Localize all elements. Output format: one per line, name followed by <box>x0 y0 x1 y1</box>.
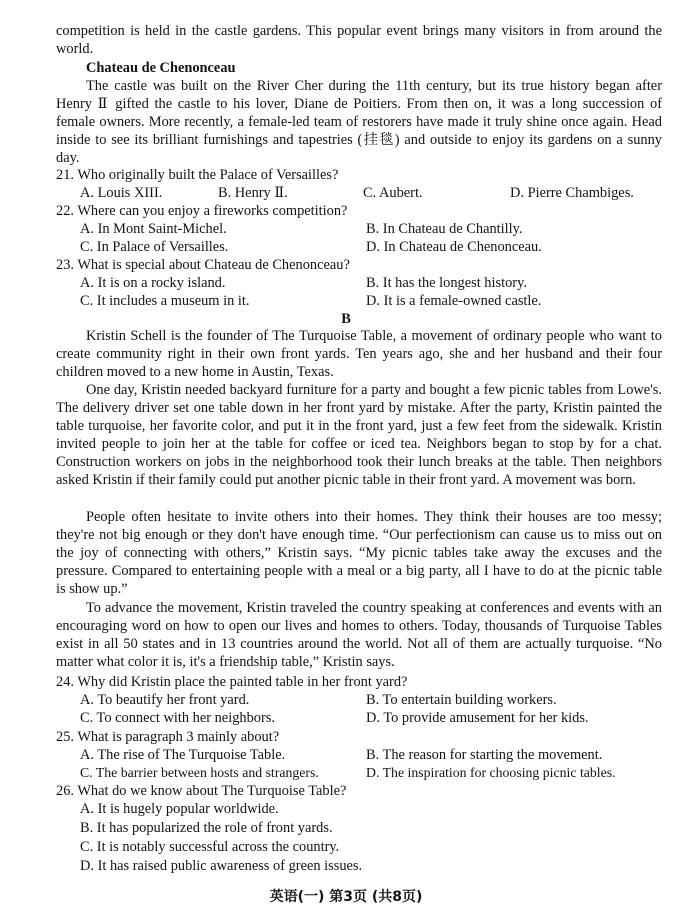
option-a[interactable]: A. It is hugely popular worldwide. <box>80 801 279 817</box>
option-b[interactable]: B. Henry Ⅱ. <box>218 185 288 201</box>
option-b[interactable]: B. In Chateau de Chantilly. <box>366 221 523 237</box>
option-a[interactable]: A. The rise of The Turquoise Table. <box>80 747 286 763</box>
option-a[interactable]: A. Louis XIII. <box>80 185 163 201</box>
passage-b-paragraph-3: People often hesitate to invite others into their homes. They think their houses are too messy; they're not big enough or they don't have enough time. “Our perfectionism can cause us to miss out on the joy of connecting with others,” Kristin says. “My picnic tables take away the excuses and the pressure. Compared to entertaining people with a meal or a big party, all I have to do at the picnic table is show up.” <box>56 509 662 598</box>
question-stem: 23. What is special about Chateau de Chenonceau? <box>56 257 350 273</box>
passage-a-paragraph: The castle was built on the River Cher during the 11th century, but its true history began after Henry Ⅱ gifted the castle to his lover, Diane de Poitiers. From then on, it was a long succession of female owners. More recently, a female-led team of restorers have made it truly shine once again. Head inside to see its brilliant furnishings and tapestries (挂毯) and outside to enjoy its gardens on a sunny day. <box>56 78 662 167</box>
question-stem: 25. What is paragraph 3 mainly about? <box>56 729 280 745</box>
option-d[interactable]: D. It is a female-owned castle. <box>366 293 542 309</box>
option-c[interactable]: C. It includes a museum in it. <box>80 293 250 309</box>
option-b[interactable]: B. To entertain building workers. <box>366 692 557 708</box>
option-d[interactable]: D. The inspiration for choosing picnic tables. <box>366 765 616 780</box>
option-b[interactable]: B. It has popularized the role of front yards. <box>80 820 333 836</box>
option-d[interactable]: D. Pierre Chambiges. <box>510 185 634 201</box>
option-d[interactable]: D. In Chateau de Chenonceau. <box>366 239 542 255</box>
passage-a-intro-tail: competition is held in the castle gardens. This popular event brings many visitors in from around the world. <box>56 23 662 58</box>
section-heading: Chateau de Chenonceau <box>86 60 236 76</box>
question-stem: 22. Where can you enjoy a fireworks competition? <box>56 203 348 219</box>
passage-b-paragraph-4: To advance the movement, Kristin traveled the country speaking at conferences and events with an encouraging word on how to open our lives and homes to others. Today, thousands of Turquoise Tables exist in all 50 states and in 13 countries around the world. Not all of them are actually turquoise. “No matter what color it is, it's a friendship table,” Kristin says. <box>56 600 662 671</box>
option-d[interactable]: D. It has raised public awareness of green issues. <box>80 858 363 874</box>
option-b[interactable]: B. The reason for starting the movement. <box>366 747 603 763</box>
option-a[interactable]: A. In Mont Saint-Michel. <box>80 221 227 237</box>
option-c[interactable]: C. The barrier between hosts and strangers. <box>80 765 319 780</box>
question-stem: 24. Why did Kristin place the painted table in her front yard? <box>56 674 408 690</box>
option-c[interactable]: C. To connect with her neighbors. <box>80 710 275 726</box>
option-c[interactable]: C. In Palace of Versailles. <box>80 239 229 255</box>
option-a[interactable]: A. To beautify her front yard. <box>80 692 250 708</box>
passage-b-paragraph-2: One day, Kristin needed backyard furniture for a party and bought a few picnic tables from Lowe's. The delivery driver set one table down in her front yard by mistake. After the party, Kristin painted the table turquoise, her favorite color, and put it in the front yard, just a few feet from the sidewalk. Kristin invited people to join her at the table for coffee or iced tea. Neighbors began to stop by for a chat. Construction workers on jobs in the neighborhood took their lunch breaks at the table. Then neighbors asked Kristin if their family could put another picnic table in their front yard. A movement was born. <box>56 382 662 489</box>
option-b[interactable]: B. It has the longest history. <box>366 275 527 291</box>
passage-b-paragraph-1: Kristin Schell is the founder of The Turquoise Table, a movement of ordinary people who want to create community right in their own front yards. Ten years ago, she and her husband and their four children moved to a new home in Austin, Texas. <box>56 328 662 381</box>
page-footer: 英语(一) 第3页 (共8页) <box>269 889 423 905</box>
option-c[interactable]: C. Aubert. <box>363 185 423 201</box>
question-stem: 21. Who originally built the Palace of Versailles? <box>56 167 339 183</box>
section-label: B <box>341 311 351 327</box>
question-stem: 26. What do we know about The Turquoise Table? <box>56 783 347 799</box>
option-c[interactable]: C. It is notably successful across the country. <box>80 839 340 855</box>
option-a[interactable]: A. It is on a rocky island. <box>80 275 226 291</box>
option-d[interactable]: D. To provide amusement for her kids. <box>366 710 589 726</box>
